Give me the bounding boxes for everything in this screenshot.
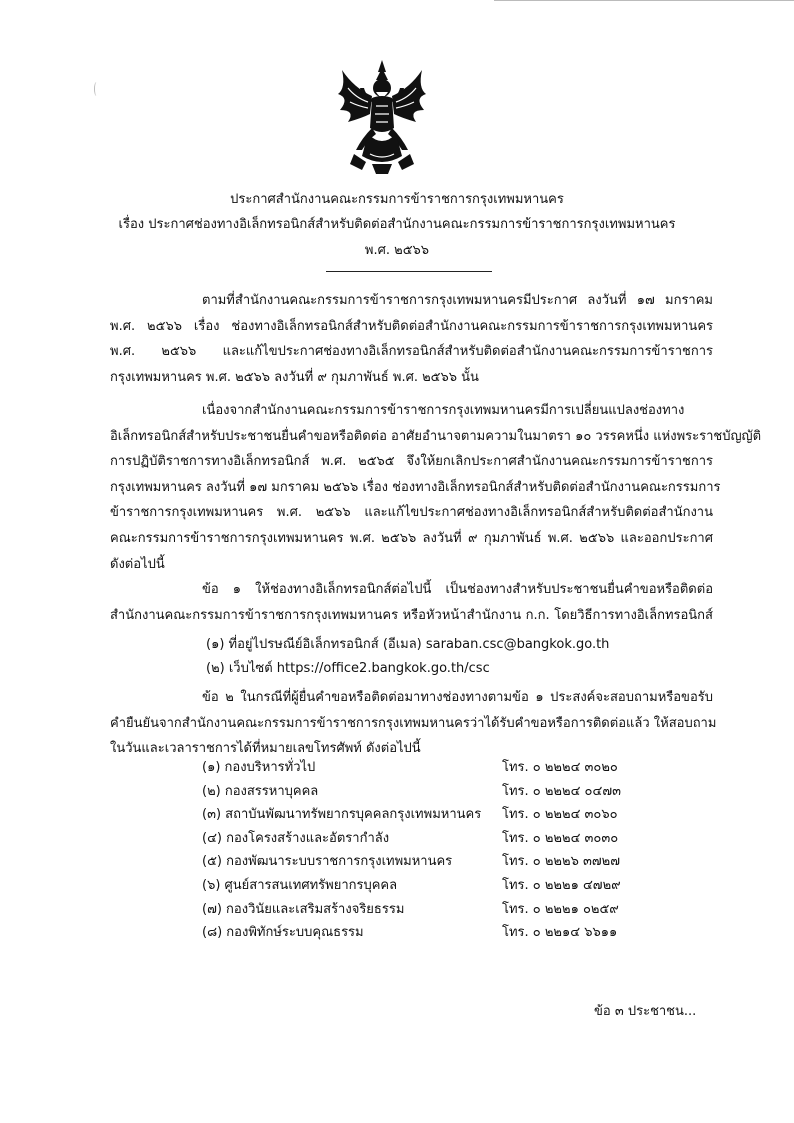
contact-name: (๑) กองบริหารทั่วไป <box>202 760 316 775</box>
paragraph-line: อิเล็กทรอนิกส์สำหรับประชาชนยื่นคำขอหรือติดต่อ อาศัยอำนาจตามความในมาตรา ๑๐ วรรคหนึ่ง แห่งพระราชบัญญัติ <box>110 428 762 444</box>
paragraph-line: กรุงเทพมหานคร ลงวันที่ ๑๗ มกราคม ๒๕๖๖ เรื่อง ช่องทางอิเล็กทรอนิกส์สำหรับติดต่อสำนักงานคณะกรรมการ <box>110 479 721 495</box>
contact-row <box>202 780 672 804</box>
contact-name: (๔) กองโครงสร้างและอัตรากำลัง <box>202 830 390 846</box>
contact-row <box>202 827 672 851</box>
clause-line: คำยืนยันจากสำนักงานคณะกรรมการข้าราชการกรุงเทพมหานครว่าได้รับคำขอหรือการติดต่อแล้ว ให้สอบถาม <box>110 715 717 731</box>
page-continuation: ข้อ ๓ ประชาชน... <box>594 1004 697 1019</box>
paragraph-line: การปฏิบัติราชการทางอิเล็กทรอนิกส์ พ.ศ. ๒๕๖๕ จึงให้ยกเลิกประกาศสำนักงานคณะกรรมการข้าราชการ <box>110 454 713 470</box>
paragraph-line: เนื่องจากสำนักงานคณะกรรมการข้าราชการกรุงเทพมหานครมีการเปลี่ยนแปลงช่องทาง <box>202 403 685 418</box>
contact-list <box>202 756 672 945</box>
contact-phone: โทร. ๐ ๒๒๒๔ ๓๐๒๐ <box>502 760 618 775</box>
garuda-emblem-icon <box>332 58 432 176</box>
paragraph-line: ดังต่อไปนี้ <box>110 556 165 572</box>
contact-row <box>202 850 672 874</box>
announcement-title: ประกาศสำนักงานคณะกรรมการข้าราชการกรุงเทพมหานคร <box>230 192 564 207</box>
scan-speck <box>94 82 99 96</box>
contact-row <box>202 803 672 827</box>
contact-phone: โทร. ๐ ๒๒๒๔ ๐๔๗๓ <box>502 783 621 799</box>
clause-1-item-email: (๑) ที่อยู่ไปรษณีย์อิเล็กทรอนิกส์ (อีเมล) saraban.csc@bangkok.go.th <box>206 637 610 652</box>
contact-name: (๖) ศูนย์สารสนเทศทรัพยากรบุคคล <box>202 877 398 893</box>
contact-row <box>202 756 672 780</box>
paragraph-line: ข้าราชการกรุงเทพมหานคร พ.ศ. ๒๕๖๖ และแก้ไขประกาศช่องทางอิเล็กทรอนิกส์สำหรับติดต่อสำนักงาน <box>110 505 713 521</box>
header-divider <box>326 271 492 272</box>
contact-name: (๗) กองวินัยและเสริมสร้างจริยธรรม <box>202 901 405 917</box>
paragraph-line: ตามที่สำนักงานคณะกรรมการข้าราชการกรุงเทพมหานครมีประกาศ ลงวันที่ ๑๗ มกราคม <box>202 293 713 308</box>
contact-row <box>202 898 672 922</box>
contact-phone: โทร. ๐ ๒๒๒๔ ๓๐๓๐ <box>502 830 619 846</box>
contact-name: (๓) สถาบันพัฒนาทรัพยากรบุคคลกรุงเทพมหานคร <box>202 807 482 823</box>
clause-line: ข้อ ๑ ให้ช่องทางอิเล็กทรอนิกส์ต่อไปนี้ เป็นช่องทางสำหรับประชาชนยื่นคำขอหรือติดต่อ <box>202 582 713 597</box>
clause-1-item-website: (๒) เว็บไซต์ https://office2.bangkok.go.th/csc <box>206 661 490 676</box>
announcement-subject: เรื่อง ประกาศช่องทางอิเล็กทรอนิกส์สำหรับติดต่อสำนักงานคณะกรรมการข้าราชการกรุงเทพมหานคร <box>118 217 676 232</box>
scan-edge-mark <box>494 0 794 1</box>
paragraph-reason <box>110 398 762 577</box>
paragraph-line: คณะกรรมการข้าราชการกรุงเทพมหานคร พ.ศ. ๒๕๖๖ ลงวันที่ ๙ กุมภาพันธ์ พ.ศ. ๒๕๖๖ และออกประกาศ <box>110 530 713 546</box>
contact-phone: โทร. ๐ ๒๒๒๖ ๓๗๒๗ <box>502 854 620 870</box>
contact-name: (๘) กองพิทักษ์ระบบคุณธรรม <box>202 925 364 941</box>
paragraph-line: กรุงเทพมหานคร พ.ศ. ๒๕๖๖ ลงวันที่ ๙ กุมภาพันธ์ พ.ศ. ๒๕๖๖ นั้น <box>110 369 479 385</box>
clause-2 <box>110 685 717 762</box>
paragraph-line: พ.ศ. ๒๕๖๖ เรื่อง ช่องทางอิเล็กทรอนิกส์สำหรับติดต่อสำนักงานคณะกรรมการข้าราชการกรุงเทพมหานคร <box>110 318 713 334</box>
paragraph-line: พ.ศ. ๒๕๖๖ และแก้ไขประกาศช่องทางอิเล็กทรอนิกส์สำหรับติดต่อสำนักงานคณะกรรมการข้าราชการ <box>110 344 713 360</box>
contact-phone: โทร. ๐ ๒๒๒๔ ๓๐๖๐ <box>502 807 618 823</box>
paragraph-preamble <box>110 288 713 390</box>
contact-name: (๕) กองพัฒนาระบบราชการกรุงเทพมหานคร <box>202 854 453 870</box>
contact-name: (๒) กองสรรหาบุคคล <box>202 783 319 799</box>
contact-row <box>202 874 672 898</box>
announcement-year: พ.ศ. ๒๕๖๖ <box>364 243 430 258</box>
clause-line: ในวันและเวลาราชการได้ที่หมายเลขโทรศัพท์ ดังต่อไปนี้ <box>110 741 421 757</box>
contact-phone: โทร. ๐ ๒๒๒๑ ๐๒๕๙ <box>502 901 619 917</box>
clause-1 <box>110 577 713 628</box>
clause-line: สำนักงานคณะกรรมการข้าราชการกรุงเทพมหานคร หรือหัวหน้าสำนักงาน ก.ก. โดยวิธีการทางอิเล็กทรอนิกส์ <box>110 607 713 623</box>
contact-phone: โทร. ๐ ๒๒๒๑ ๔๗๒๙ <box>502 877 621 893</box>
clause-line: ข้อ ๒ ในกรณีที่ผู้ยื่นคำขอหรือติดต่อมาทางช่องทางตามข้อ ๑ ประสงค์จะสอบถามหรือขอรับ <box>202 690 713 705</box>
contact-phone: โทร. ๐ ๒๒๑๔ ๖๖๑๑ <box>502 925 618 941</box>
contact-row <box>202 921 672 945</box>
